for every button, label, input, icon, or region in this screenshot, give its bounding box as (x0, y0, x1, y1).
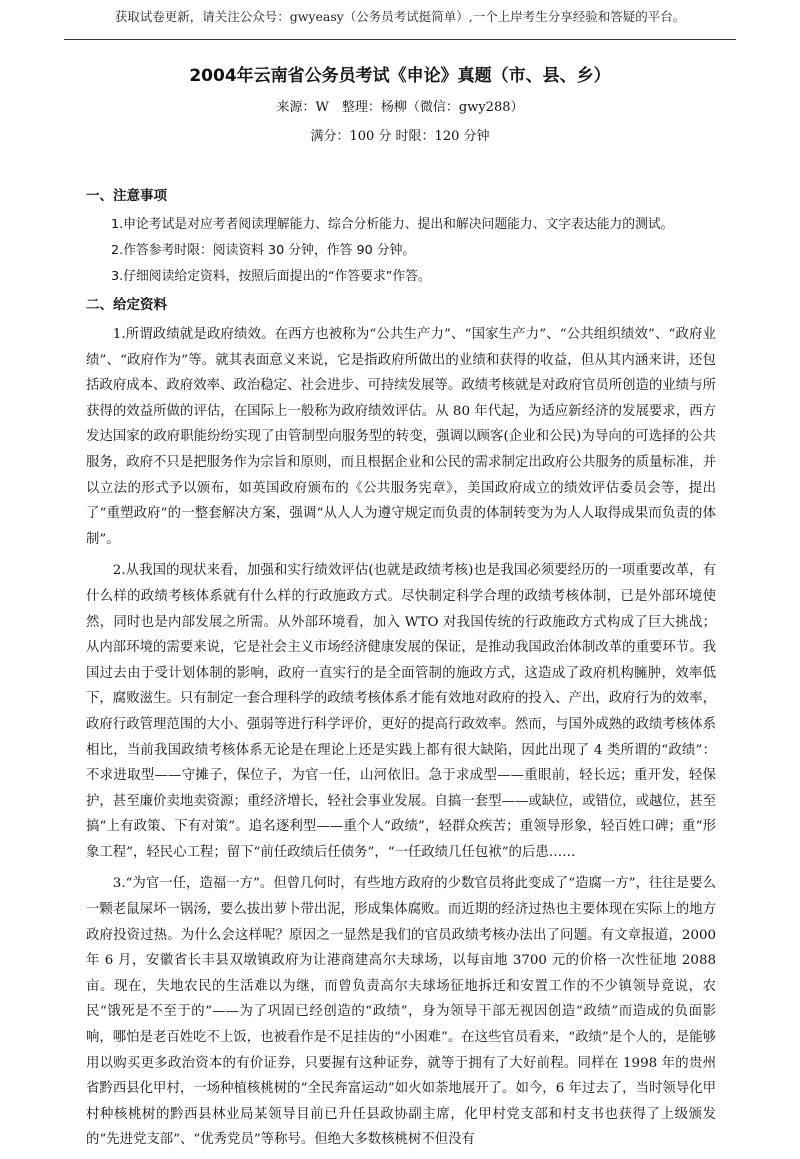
notice-item: 1.申论考试是对应考者阅读理解能力、综合分析能力、提出和解决问题能力、文字表达能力的测试。 (111, 217, 674, 232)
header-divider (64, 39, 736, 40)
source-line: 来源：W 整理：杨柳（微信：gwy288） (276, 100, 524, 115)
material-paragraph: 3.“为官一任，造福一方”。但曾几何时，有些地方政府的少数官员将此变成了“造腐一方”，往往是要么一颗老鼠屎坏一锅汤，要么拔出萝卜带出泥，形成集体腐败。而近期的经济过热也主要体现在实际上的地方政府投资过热。为什么会这样呢？原因之一显然是我们的官员政绩考核办法出了问题。有文章报道，2000 年 6 月，安徽省长丰县双墩镇政府为让港商建高尔夫球场，以每亩地 3700 元的价格一次性征地 2088 亩。现在，失地农民的生活难以为继，而曾负责高尔夫球场征地拆迁和安置工作的不少镇领导竟说，农民“饿死是不至于的”——为了巩固已经创造的“政绩”，身为领导干部无视因创造“政绩”而造成的负面影响，哪怕是老百姓吃不上饭，也被看作是不足挂齿的“小困难”。在这些官员看来，“政绩”是个人的，是能够用以购买更多政治资本的有价证券，只要握有这种证券，就等于拥有了大好前程。同样在 1998 年的贵州省黔西县化甲村，一场种植核桃树的“全民奔富运动”如火如荼地展开了。如今，6 年过去了，当时领导化甲村种核桃树的黔西县林业局某领导目前已升任县政协副主席，化甲村党支部和村支书也获得了上级颁发的“先进党支部”、“优秀党员”等称号。但绝大多数核桃树不但没有 (86, 876, 716, 1148)
material-paragraph: 2.从我国的现状来看，加强和实行绩效评估(也就是政绩考核)也是我国必须要经历的一项重要改革，有什么样的政绩考核体系就有什么样的行政施政方式。尽快制定科学合理的政绩考核体制，已是外部环境使然，同时也是内部发展之所需。从外部环境看，加入 WTO 对我国传统的行政施政方式构成了巨大挑战；从内部环境的需要来说，它是社会主义市场经济健康发展的保证，是推动我国政治体制改革的重要环节。我国过去由于受计划体制的影响，政府一直实行的是全面管制的施政方式，这造成了政府机构臃肿，效率低下，腐败滋生。只有制定一套合理科学的政绩考核体系才能有效地对政府的投入、产出，政府行为的效率，政府行政管理范围的大小、强弱等进行科学评价，更好的提高行政效率。然而，与国外成熟的政绩考核体系相比，当前我国政绩考核体系无论是在理论上还是实践上都有很大缺陷，因此出现了 4 类所谓的“政绩”：不求进取型——守摊子，保位子，为官一任，山河依旧。急于求成型——重眼前，轻长远；重开发，轻保护，甚至廉价卖地卖资源；重经济增长，轻社会事业发展。自搞一套型——或缺位，或错位，或越位，甚至搞“上有政策、下有对策”。追名逐利型——重个人“政绩”，轻群众疾苦；重领导形象，轻百姓口碑；重“形象工程”，轻民心工程；留下“前任政绩后任债务”，“一任政绩几任包袱”的后患…… (86, 563, 716, 860)
section-heading-notice: 一、注意事项 (86, 188, 167, 204)
score-time-line: 满分：100 分 时限：120 分钟 (310, 129, 490, 144)
header-notice: 获取试卷更新，请关注公众号：gwyeasy（公务员考试挺简单）,一个上岸考生分享经验和答疑的平台。 (114, 9, 686, 24)
document-title: 2004年云南省公务员考试《申论》真题（市、县、乡） (189, 66, 611, 86)
notice-item: 2.作答参考时限：阅读资料 30 分钟，作答 90 分钟。 (111, 243, 416, 258)
section-heading-material: 二、给定资料 (86, 297, 167, 313)
document-body (86, 184, 716, 1159)
notice-item: 3.仔细阅读给定资料，按照后面提出的“作答要求”作答。 (111, 269, 431, 284)
material-paragraph: 1.所谓政绩就是政府绩效。在西方也被称为“公共生产力”、“国家生产力”、“公共组织绩效”、“政府业绩”、“政府作为”等。就其表面意义来说，它是指政府所做出的业绩和获得的收益，但从其内涵来讲，还包括政府成本、政府效率、政治稳定、社会进步、可持续发展等。政绩考核就是对政府官员所创造的业绩与所获得的效益所做的评估，在国际上一般称为政府绩效评估。从 80 年代起，为适应新经济的发展要求，西方发达国家的政府职能纷纷实现了由管制型向服务型的转变，强调以顾客(企业和公民)为导向的可选择的公共服务，政府不只是把服务作为宗旨和原则，而且根据企业和公民的需求制定出政府公共服务的质量标准，并以立法的形式予以颁布，如英国政府颁布的《公共服务宪章》，美国政府成立的绩效评估委员会等，提出了“重塑政府”的一整套解决方案，强调“从人人为遵守规定而负责的体制转变为为人人取得成果而负责的体制”。 (86, 327, 716, 547)
